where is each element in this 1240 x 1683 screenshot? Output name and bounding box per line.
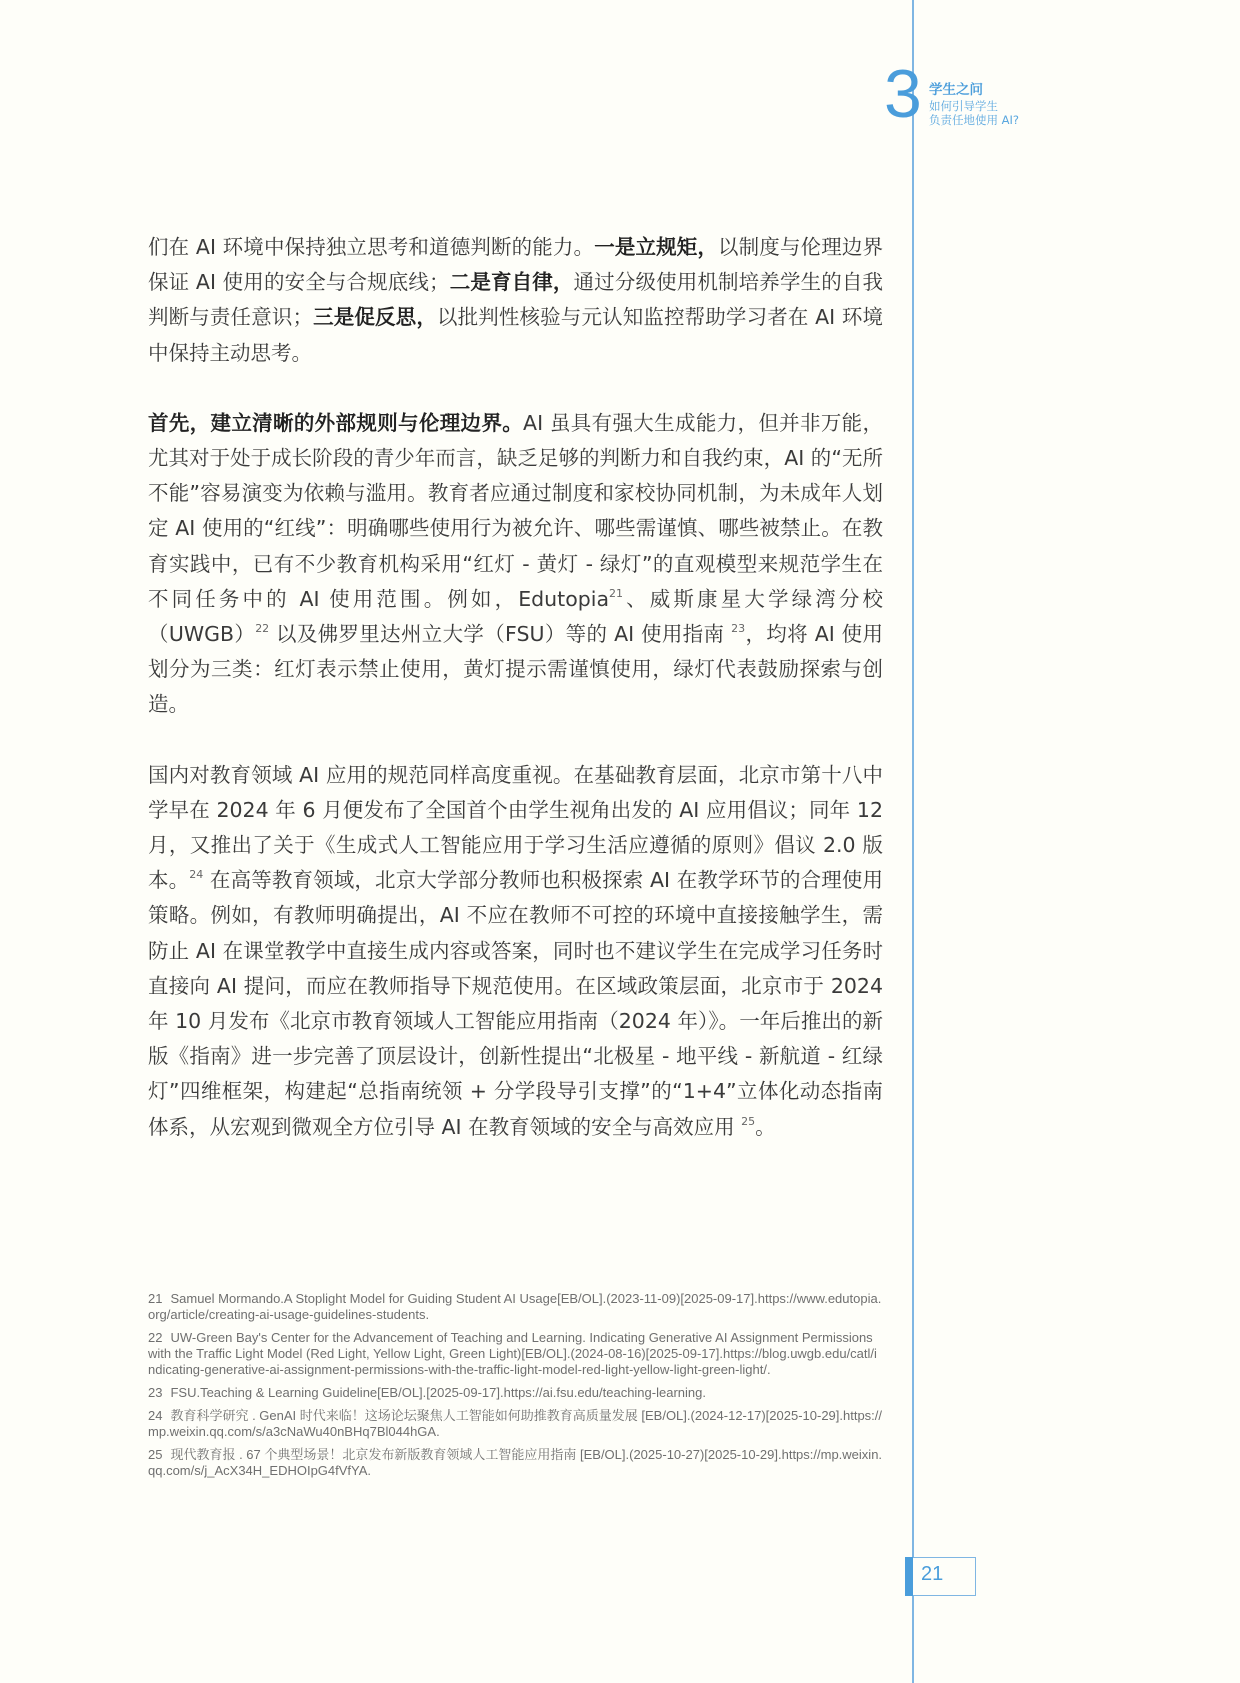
bold-phrase: 三是促反思， [312,305,437,330]
bold-lead: 首先，建立清晰的外部规则与伦理边界。 [148,410,524,435]
paragraph-1: 们在 AI 环境中保持独立思考和道德判断的能力。一是立规矩，以制度与伦理边界保证 AI 使用的安全与合规底线；二是育自律，通过分级使用机制培养学生的自我判断与责任意识；三是促反思，以批判性核验与元认知监控帮助学习者在 AI 环境中保持主动思考。 [148,235,884,365]
bold-phrase: 二是育自律， [449,270,574,295]
footnote-ref-22[interactable]: 22 [255,622,270,636]
footnote-ref-24[interactable]: 24 [189,868,204,882]
footnote-21: 21 Samuel Mormando.A Stoplight Model for Guiding Student AI Usage[EB/OL].(2023-11-09)[2025-09-17].https://www.edutopia.org/article/creating-ai-usage-guidelines-students. [148,1291,882,1322]
footnote-ref-25[interactable]: 25 [741,1114,756,1128]
bold-phrase: 一是立规矩， [594,235,719,259]
chapter-subtitle-line2: 负责任地使用 AI? [929,113,1020,127]
chapter-header [880,56,1080,132]
footnote-24: 24 教育科学研究 . GenAI 时代来临！这场论坛聚焦人工智能如何助推教育高质量发展 [EB/OL].(2024-12-17)[2025-10-29].https://mp.weixin.qq.com/s/a3cNaWu40nBHq7Bl044hGA. [148,1408,883,1439]
paragraph-2: 首先，建立清晰的外部规则与伦理边界。AI 虽具有强大生成能力，但并非万能，尤其对于处于成长阶段的青少年而言，缺乏足够的判断力和自我约束，AI 的“无所不能”容易演变为依赖与滥用。教育者应通过制度和家校协同机制，为未成年人划定 AI 使用的“红线”：明确哪些使用行为被允许、哪些需谨慎、哪些被禁止。在教育实践中，已有不少教育机构采用“红灯 - 黄灯 - 绿灯”的直观模型来规范学生在不同任务中的 AI 使用范围。例如，Edutopia$^{21}$、威斯康星大学绿湾分校（UWGB）$^{22}$ 以及佛罗里达州立大学（FSU）等的 AI 使用指南 $^{23}$，均将 AI 使用划分为三类：红灯表示禁止使用，黄灯提示需谨慎使用，绿灯代表鼓励探索与创造。 [148,410,883,717]
footnote-ref-21[interactable]: 21 [609,586,624,600]
margin-divider-line [912,0,914,1683]
paragraph-3: 国内对教育领域 AI 应用的规范同样高度重视。在基础教育层面，北京市第十八中学早在 2024 年 6 月便发布了全国首个由学生视角出发的 AI 应用倡议；同年 12 月，又推出了关于《生成式人工智能应用于学习生活应遵循的原则》倡议 2.0 版本。$^{24}$ 在高等教育领域，北京大学部分教师也积极探索 AI 在教学环节的合理使用策略。例如，有教师明确提出，AI 不应在教师不可控的环境中直接接触学生，需防止 AI 在课堂教学中直接生成内容或答案，同时也不建议学生在完成学习任务时直接向 AI 提问，而应在教师指导下规范使用。在区域政策层面，北京市于 2024 年 10 月发布《北京市教育领域人工智能应用指南（2024 年）》。一年后推出的新版《指南》进一步完善了顶层设计，创新性提出“北极星 - 地平线 - 新航道 - 红绿灯”四维框架，构建起“总指南统领 + 分学段导引支撑”的“1+4”立体化动态指南体系，从宏观到微观全方位引导 AI 在教育领域的安全与高效应用 $^{25}$。 [148,762,883,1139]
chapter-title: 学生之问 [929,82,983,98]
page-number: 21 [921,1563,944,1585]
chapter-number: 3 [884,56,922,132]
footnote-ref-23[interactable]: 23 [731,622,746,636]
page-number-tab [905,1557,913,1596]
footnotes [148,1291,883,1486]
footnote-23: 23 FSU.Teaching & Learning Guideline[EB/OL].[2025-09-17].https://ai.fsu.edu/teaching-learning. [148,1385,706,1400]
chapter-subtitle [929,99,1019,127]
chapter-subtitle-line1: 如何引导学生 [929,99,998,113]
footnote-25: 25 现代教育报 . 67 个典型场景！北京发布新版教育领域人工智能应用指南 [EB/OL].(2025-10-27)[2025-10-29].https://mp.weixin.qq.com/s/j_AcX34H_EDHOIpG4fVfYA. [148,1447,883,1478]
body-text [148,230,883,1180]
footnote-22: 22 UW-Green Bay's Center for the Advancement of Teaching and Learning. Indicating Generative AI Assignment Permissions with the Traffic Light Model (Red Light, Yellow Light, Green Light)[EB/OL].(2024-08-16)[2025-09-17].https://blog.uwgb.edu/catl/indicating-generative-ai-assignment-permissions-with-the-traffic-light-model-red-light-yellow-light-green-light/. [148,1330,877,1377]
